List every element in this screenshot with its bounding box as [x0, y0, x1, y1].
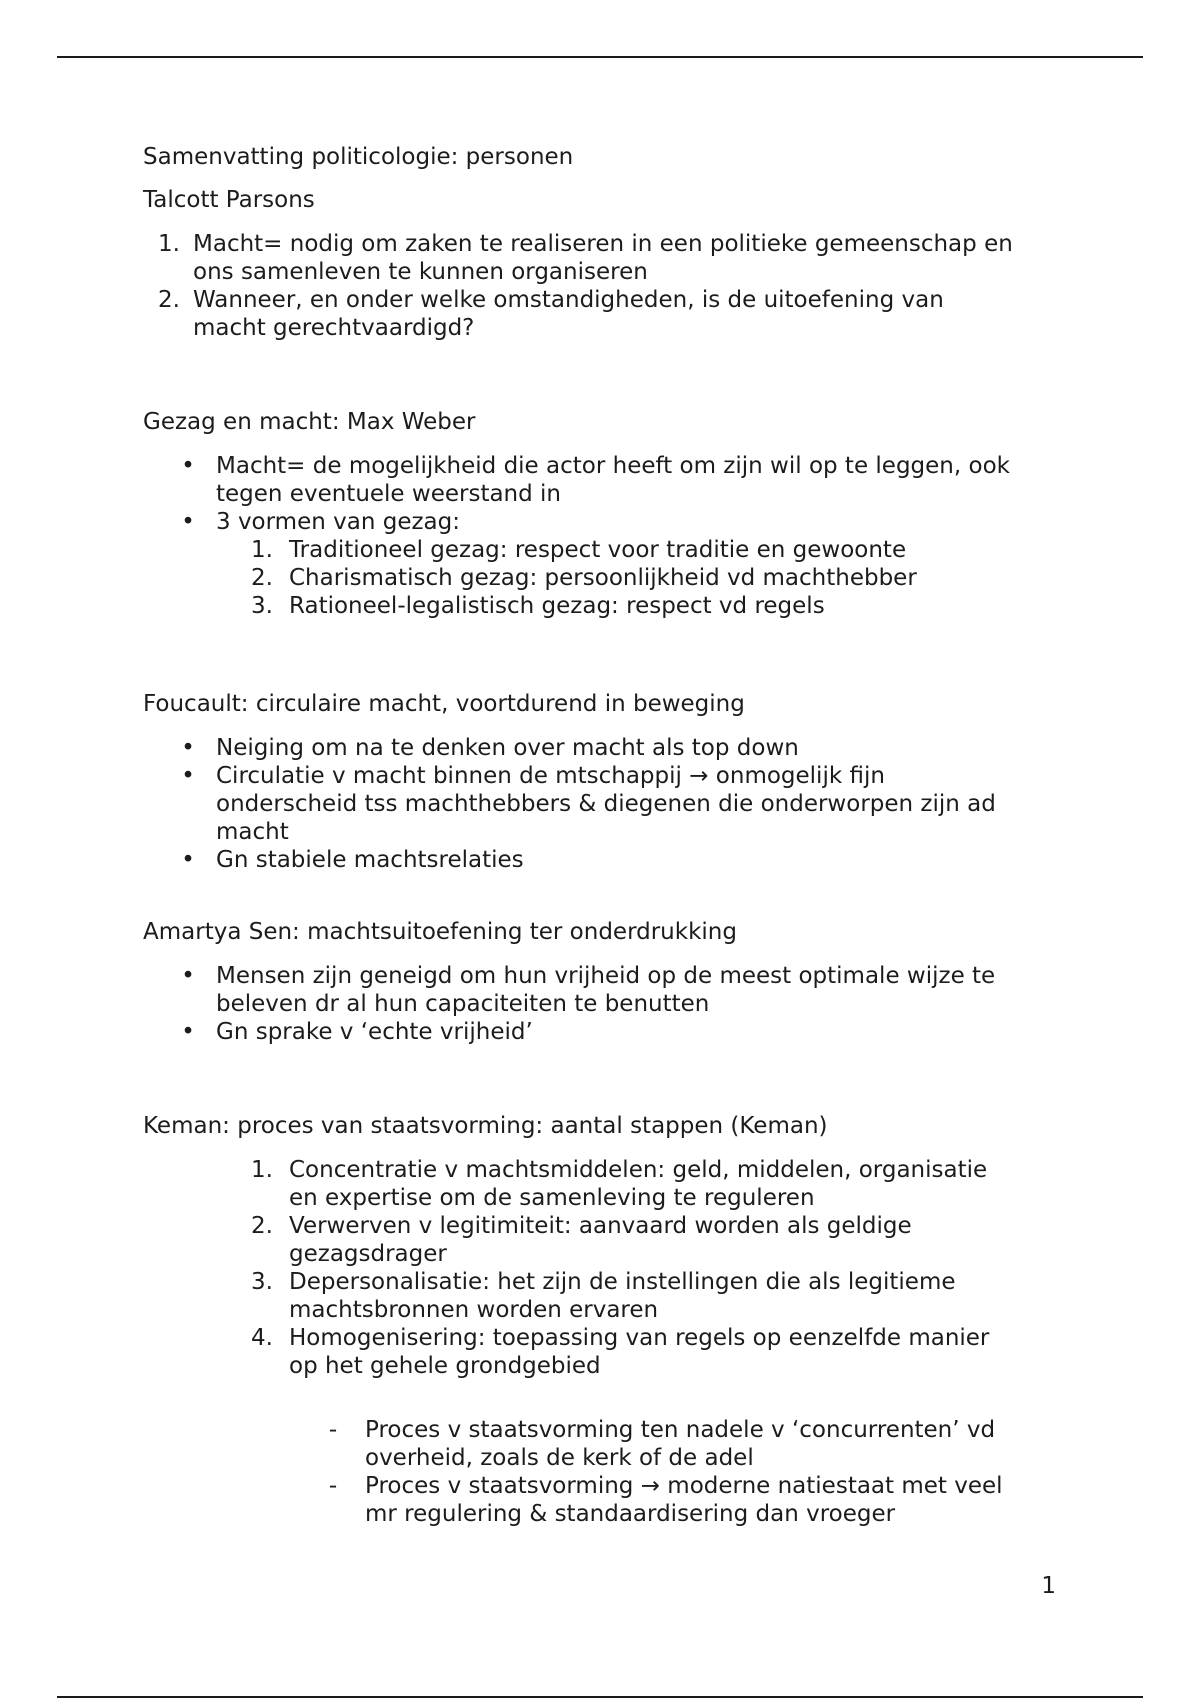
- list-marker: 3.: [251, 593, 273, 619]
- keman-list: [143, 1156, 1063, 1380]
- list-item: [143, 962, 1063, 1018]
- section-heading-weber: Gezag en macht: Max Weber: [143, 409, 476, 435]
- list-item: [143, 230, 1063, 286]
- keman-dash-list: [143, 1416, 1063, 1528]
- list-item: [143, 846, 1063, 874]
- list-marker: 2.: [158, 287, 180, 313]
- bullet-marker: •: [181, 763, 195, 789]
- list-item: [143, 286, 1063, 342]
- list-item: [143, 1268, 1063, 1324]
- list-marker: 1.: [158, 231, 180, 257]
- sen-list: [143, 962, 1063, 1046]
- list-item-line: en expertise om de samenleving te reguleren: [289, 1185, 815, 1211]
- list-marker: 2.: [251, 565, 273, 591]
- list-marker: 2.: [251, 1213, 273, 1239]
- list-item-line: Concentratie v machtsmiddelen: geld, middelen, organisatie: [289, 1157, 988, 1183]
- list-item-line: overheid, zoals de kerk of de adel: [365, 1445, 754, 1471]
- list-item-line: Gn sprake v ‘echte vrijheid’: [216, 1019, 533, 1045]
- bullet-marker: •: [181, 847, 195, 873]
- list-item: [143, 1324, 1063, 1380]
- list-marker: 3.: [251, 1269, 273, 1295]
- list-marker: 1.: [251, 537, 273, 563]
- section-heading-sen: Amartya Sen: machtsuitoefening ter onderdrukking: [143, 919, 737, 945]
- dash-list-item: [143, 1472, 1063, 1528]
- list-item: [143, 452, 1063, 508]
- list-item-line: gezagsdrager: [289, 1241, 447, 1267]
- list-item-line: Macht= nodig om zaken te realiseren in een politieke gemeenschap en: [193, 231, 1013, 257]
- list-item-line: Mensen zijn geneigd om hun vrijheid op de meest optimale wijze te: [216, 963, 996, 989]
- section-heading-foucault: Foucault: circulaire macht, voortdurend in beweging: [143, 691, 745, 717]
- list-item-line: beleven dr al hun capaciteiten te benutten: [216, 991, 710, 1017]
- list-item-line: Wanneer, en onder welke omstandigheden, is de uitoefening van: [193, 287, 944, 313]
- list-item-line: tegen eventuele weerstand in: [216, 481, 562, 507]
- list-item: [143, 762, 1063, 846]
- list-item-line: Verwerven v legitimiteit: aanvaard worden als geldige: [289, 1213, 912, 1239]
- sub-list-item: [143, 564, 1063, 592]
- dash-list-item: [143, 1416, 1063, 1472]
- list-item-line: machtsbronnen worden ervaren: [289, 1297, 659, 1323]
- sub-list-item: [143, 592, 1063, 620]
- list-item-line: Neiging om na te denken over macht als top down: [216, 735, 799, 761]
- list-item-line: onderscheid tss machthebbers & diegenen die onderworpen zijn ad: [216, 791, 996, 817]
- page-number: 1: [1041, 1573, 1056, 1599]
- bullet-marker: •: [181, 1019, 195, 1045]
- weber-list: [143, 452, 1063, 620]
- list-item-line: Circulatie v macht binnen de mtschappij → onmogelijk fijn: [216, 763, 885, 789]
- parsons-list: [143, 230, 1063, 342]
- list-item-line: Traditioneel gezag: respect voor traditie en gewoonte: [289, 537, 907, 563]
- document-title: Samenvatting politicologie: personen: [143, 144, 574, 170]
- bullet-marker: •: [181, 509, 195, 535]
- bullet-marker: •: [181, 963, 195, 989]
- list-item-line: ons samenleven te kunnen organiseren: [193, 259, 648, 285]
- dash-marker: -: [328, 1473, 338, 1499]
- list-item: [143, 508, 1063, 536]
- list-item-line: Rationeel-legalistisch gezag: respect vd regels: [289, 593, 825, 619]
- section-heading-keman: Keman: proces van staatsvorming: aantal stappen (Keman): [143, 1113, 828, 1139]
- sub-list-item: [143, 536, 1063, 564]
- list-item-line: macht: [216, 819, 289, 845]
- section-heading-parsons: Talcott Parsons: [143, 187, 315, 213]
- list-item: [143, 1212, 1063, 1268]
- list-item: [143, 1156, 1063, 1212]
- list-marker: 1.: [251, 1157, 273, 1183]
- list-item-line: 3 vormen van gezag:: [216, 509, 460, 535]
- bullet-marker: •: [181, 453, 195, 479]
- list-item-line: macht gerechtvaardigd?: [193, 315, 475, 341]
- dash-marker: -: [328, 1417, 338, 1443]
- header-rule: [57, 56, 1143, 58]
- list-marker: 4.: [251, 1325, 273, 1351]
- list-item-line: Homogenisering: toepassing van regels op eenzelfde manier: [289, 1325, 990, 1351]
- list-item-line: Proces v staatsvorming → moderne natiestaat met veel: [365, 1473, 1003, 1499]
- list-item: [143, 1018, 1063, 1046]
- bullet-marker: •: [181, 735, 195, 761]
- list-item-line: Macht= de mogelijkheid die actor heeft om zijn wil op te leggen, ook: [216, 453, 1010, 479]
- document-body: [143, 143, 1063, 1528]
- list-item-line: Proces v staatsvorming ten nadele v ‘concurrenten’ vd: [365, 1417, 996, 1443]
- list-item-line: op het gehele grondgebied: [289, 1353, 601, 1379]
- list-item-line: Gn stabiele machtsrelaties: [216, 847, 524, 873]
- list-item-line: mr regulering & standaardisering dan vroeger: [365, 1501, 896, 1527]
- list-item-line: Depersonalisatie: het zijn de instellingen die als legitieme: [289, 1269, 956, 1295]
- list-item: [143, 734, 1063, 762]
- list-item-line: Charismatisch gezag: persoonlijkheid vd machthebber: [289, 565, 917, 591]
- foucault-list: [143, 734, 1063, 874]
- footer-rule: [57, 1696, 1143, 1698]
